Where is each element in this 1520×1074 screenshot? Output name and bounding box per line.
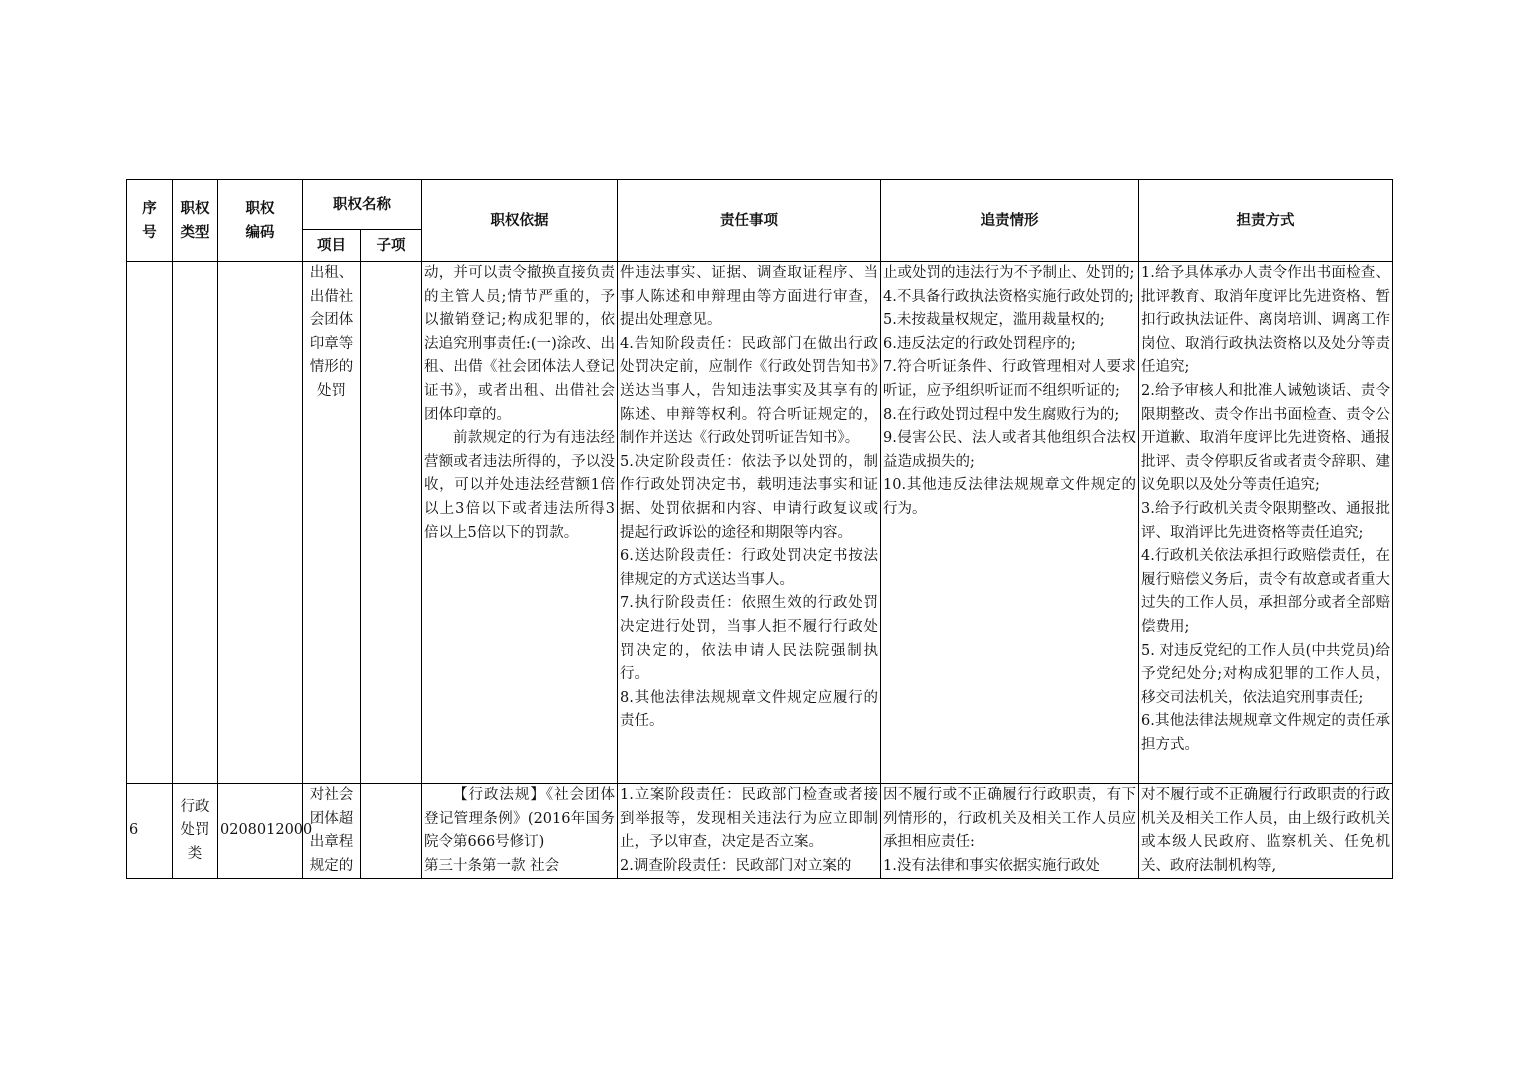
- item-line: 出借社: [309, 288, 354, 305]
- row2-item: [303, 784, 361, 879]
- item-line: 会团体: [309, 312, 354, 329]
- header-item: 项目: [303, 230, 361, 262]
- header-seq: 序 号: [127, 180, 173, 262]
- basis-paragraph: 前款规定的行为有违法经营额或者违法所得的，予以没收，可以并处违法经营额1倍以上3倍以下或者违法所得3倍以上5倍以下的罚款。: [424, 430, 615, 541]
- item-line: 团体超: [309, 810, 354, 827]
- header-liability: 担责方式: [1139, 180, 1393, 262]
- row2-seq: 6: [127, 784, 173, 879]
- table-row: [127, 262, 1393, 784]
- item-line: 情形的: [309, 359, 354, 376]
- row1-liability: 1.给予具体承办人责令作出书面检查、批评教育、取消年度评比先进资格、暂扣行政执法证件、离岗培训、调离工作岗位、取消行政执法资格以及处分等责任追究; 2.给予审核人和批准人诫勉谈话、责令限期整改、责令作出书面检查、责令公开道歉、取消年度评比先进资格、通报批评、责令停职反省或者责令辞职、建议免职以及处分等责任追究; 3.给予行政机关责令限期整改、通报批评、取消评比先进资格等责任追究; 4.行政机关依法承担行政赔偿责任，在履行赔偿义务后，责令有故意或者重大过失的工作人员，承担部分或者全部赔偿费用; 5. 对违反党纪的工作人员(中共党员)给予党纪处分;对构成犯罪的工作人员，移交司法机关，依法追究刑事责任; 6.其他法律法规规章文件规定的责任承担方式。: [1139, 262, 1393, 784]
- header-accountability: 追责情形: [881, 180, 1139, 262]
- row2-basis: 【行政法规】《社会团体登记管理条例》(2016年国务院令第666号修订) 第三十条第一款 社会: [422, 784, 618, 879]
- item-line: 出租、: [309, 265, 354, 281]
- row1-duty: 件违法事实、证据、调查取证程序、当事人陈述和申辩理由等方面进行审查，提出处理意见。 4.告知阶段责任：民政部门在做出行政处罚决定前，应制作《行政处罚告知书》送达当事人，告知违法事实及其享有的陈述、申辩等权利。符合听证规定的，制作并送达《行政处罚听证告知书》。 5.决定阶段责任：依法予以处罚的，制作行政处罚决定书，载明违法事实和证据、处罚依据和内容、申请行政复议或提起行政诉讼的途径和期限等内容。 6.送达阶段责任：行政处罚决定书按法律规定的方式送达当事人。 7.执行阶段责任：依照生效的行政处罚决定进行处罚，当事人拒不履行行政处罚决定的，依法申请人民法院强制执行。 8.其他法律法规规章文件规定应履行的责任。: [618, 262, 881, 784]
- row1-type: [173, 262, 218, 784]
- row2-accountability: 因不履行或不正确履行行政职责，有下列情形的，行政机关及相关工作人员应承担相应责任: 1.没有法律和事实依据实施行政处: [881, 784, 1139, 879]
- item-line: 出章程: [309, 834, 354, 851]
- row1-basis: [422, 262, 618, 784]
- item-line: 印章等: [309, 335, 354, 352]
- row2-liability: 对不履行或不正确履行行政职责的行政机关及相关工作人员，由上级行政机关或本级人民政府、监察机关、任免机关、政府法制机构等,: [1139, 784, 1393, 879]
- item-line: 处罚: [317, 382, 346, 399]
- header-code: 职权 编码: [218, 180, 303, 262]
- row2-subitem: [361, 784, 422, 879]
- row2-code: 0208012000: [218, 784, 303, 879]
- row1-item: [303, 262, 361, 784]
- header-subitem: 子项: [361, 230, 422, 262]
- row1-accountability: 止或处罚的违法行为不予制止、处罚的; 4.不具备行政执法资格实施行政处罚的; 5.未按裁量权规定，滥用裁量权的; 6.违反法定的行政处罚程序的; 7.符合听证条件、行政管理相对人要求听证，应予组织听证而不组织听证的; 8.在行政处罚过程中发生腐败行为的; 9.侵害公民、法人或者其他组织合法权益造成损失的; 10.其他违反法律法规规章文件规定的行为。: [881, 262, 1139, 784]
- basis-paragraph: 动，并可以责令撤换直接负责的主管人员;情节严重的，予以撤销登记;构成犯罪的，依法追究刑事责任:(一)涂改、出租、出借《社会团体法人登记证书》，或者出租、出借社会团体印章的。: [424, 265, 615, 423]
- authority-table: [126, 179, 1393, 879]
- row2-type: 行政 处罚 类: [173, 784, 218, 879]
- row1-subitem: [361, 262, 422, 784]
- item-line: 规定的: [309, 857, 354, 874]
- item-line: 对社会: [309, 787, 354, 803]
- table-row: [127, 784, 1393, 879]
- header-basis: 职权依据: [422, 180, 618, 262]
- row1-seq: [127, 262, 173, 784]
- row2-duty: 1.立案阶段责任：民政部门检查或者接到举报等，发现相关违法行为应立即制止，予以审查，决定是否立案。 2.调查阶段责任：民政部门对立案的: [618, 784, 881, 879]
- header-type: 职权 类型: [173, 180, 218, 262]
- header-name: 职权名称: [303, 180, 422, 230]
- header-duty: 责任事项: [618, 180, 881, 262]
- row1-code: [218, 262, 303, 784]
